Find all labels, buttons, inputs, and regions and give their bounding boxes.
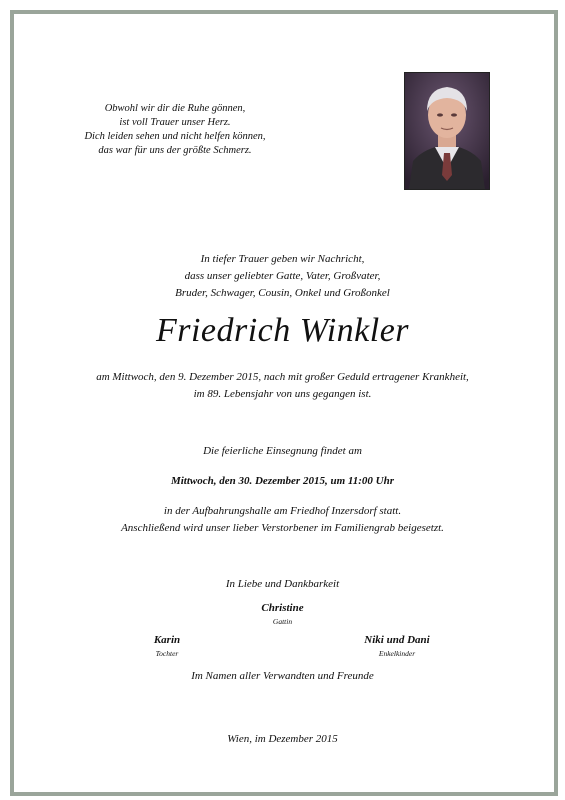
mourner-name: Niki und Dani xyxy=(364,634,430,646)
mourner-spouse xyxy=(0,600,565,627)
mourner-name: Christine xyxy=(261,602,304,614)
mourner-role: Enkelkinder xyxy=(378,649,416,658)
poem xyxy=(70,102,280,158)
closing-text: In Liebe und Dankbarkeit xyxy=(225,578,340,590)
mourner-role: Gattin xyxy=(272,617,293,626)
mourner-role: Tochter xyxy=(155,649,179,658)
mourner-grandchildren xyxy=(337,632,457,659)
intro-line: dass unser geliebter Gatte, Vater, Großvater, xyxy=(184,270,381,282)
portrait-photo xyxy=(404,72,490,190)
relatives-line: Im Namen aller Verwandten und Freunde xyxy=(191,670,374,682)
poem-line: Dich leiden sehen und nicht helfen können, xyxy=(84,131,266,142)
death-line: am Mittwoch, den 9. Dezember 2015, nach mit großer Geduld ertragener Krankheit, xyxy=(96,371,469,383)
poem-line: Obwohl wir dir die Ruhe gönnen, xyxy=(104,103,246,114)
poem-line: ist voll Trauer unser Herz. xyxy=(119,117,231,128)
death-notice xyxy=(0,369,565,403)
ceremony-intro: Die feierliche Einsegnung findet am xyxy=(203,445,362,457)
ceremony-date: Mittwoch, den 30. Dezember 2015, um 11:00 Uhr xyxy=(170,475,395,487)
mourner-name: Karin xyxy=(153,634,181,646)
ceremony-place-line: in der Aufbahrungshalle am Friedhof Inzersdorf statt. xyxy=(163,505,402,517)
poem-line: das war für uns der größte Schmerz. xyxy=(98,145,252,156)
intro-line: In tiefer Trauer geben wir Nachricht, xyxy=(200,253,365,265)
ceremony-place xyxy=(0,503,565,537)
portrait-photo-image xyxy=(405,73,489,189)
intro-line: Bruder, Schwager, Cousin, Onkel und Großonkel xyxy=(175,287,390,299)
place-date: Wien, im Dezember 2015 xyxy=(227,733,338,745)
ceremony-place-line: Anschließend wird unser lieber Verstorbener im Familiengrab beigesetzt. xyxy=(121,522,444,534)
deceased-name: Friedrich Winkler xyxy=(155,312,410,349)
intro xyxy=(0,251,565,302)
mourner-daughter xyxy=(107,632,227,659)
death-line: im 89. Lebensjahr von uns gegangen ist. xyxy=(193,388,372,400)
